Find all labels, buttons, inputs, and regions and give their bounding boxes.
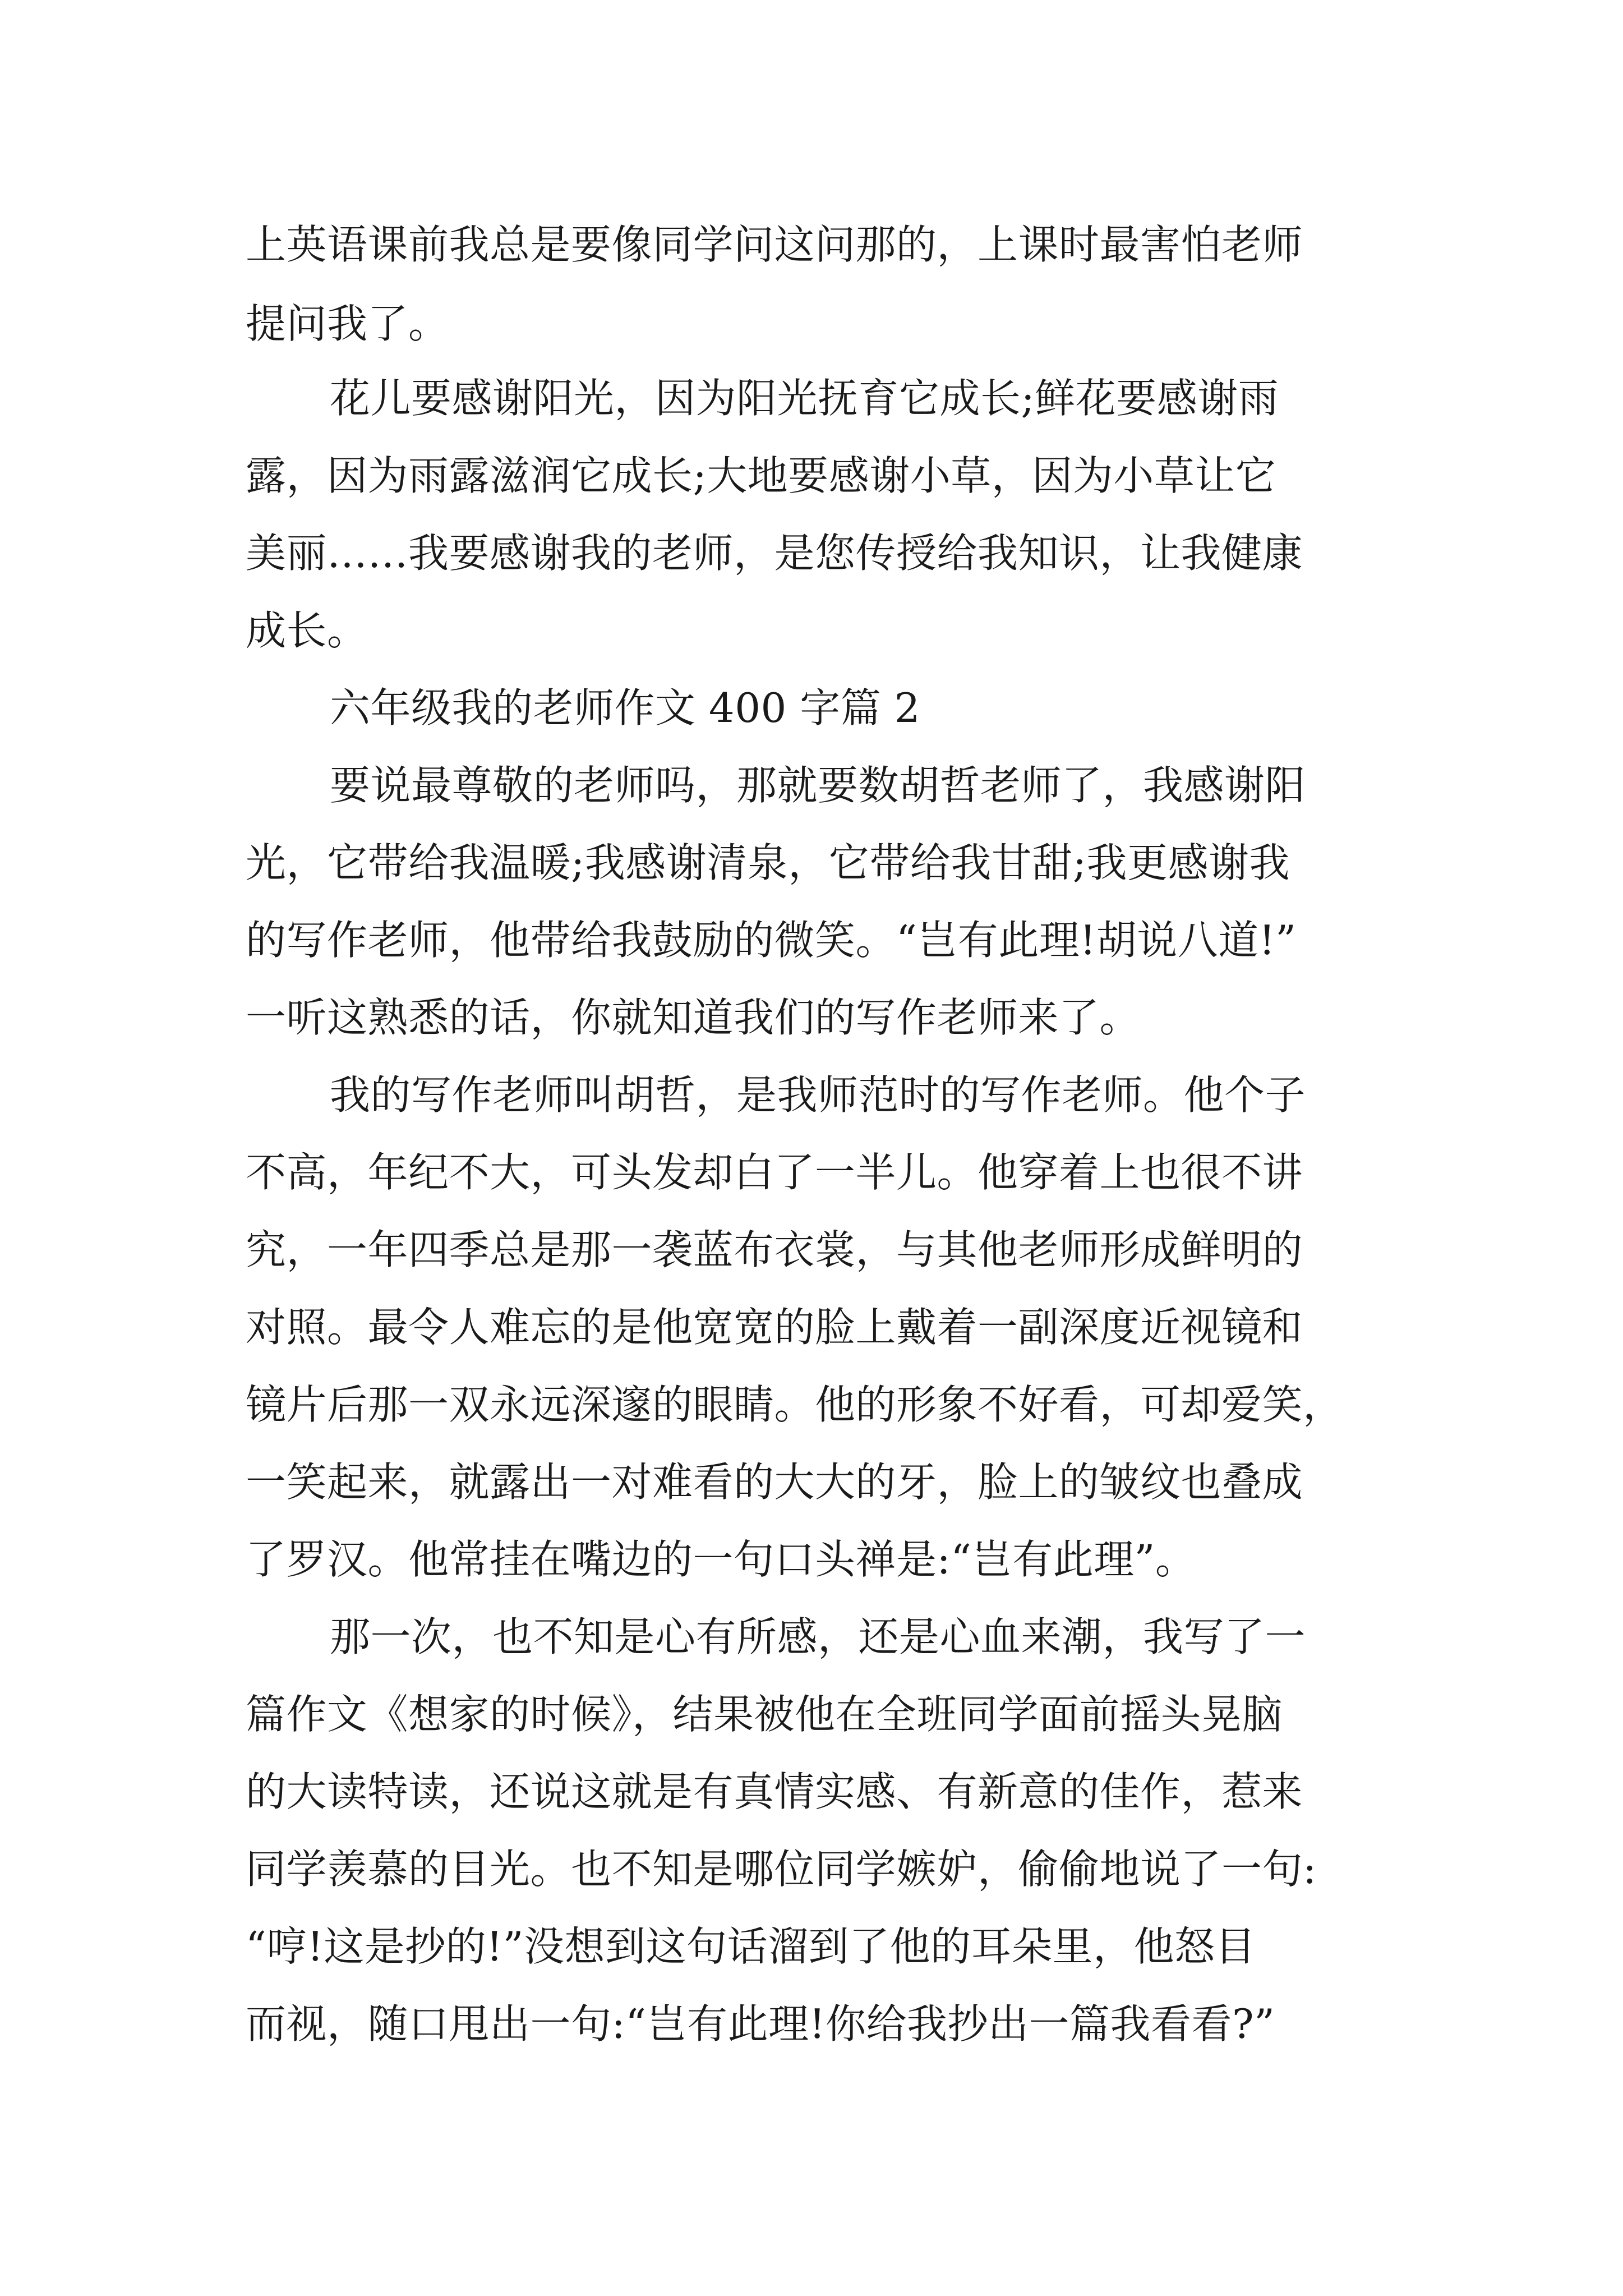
text-line: 成长。	[246, 607, 368, 654]
paragraph-line: 我的写作老师叫胡哲，是我师范时的写作老师。他个子	[330, 1071, 1306, 1119]
text-line: 了罗汉。他常挂在嘴边的一句口头禅是:“岂有此理”。	[246, 1536, 1196, 1583]
text-line: “哼!这是抄的!”没想到这句话溜到了他的耳朵里，他怒目	[246, 1923, 1256, 1970]
text-line: 的写作老师，他带给我鼓励的微笑。“岂有此理!胡说八道!”	[246, 917, 1297, 964]
paragraph-line: 要说最尊敬的老师吗，那就要数胡哲老师了，我感谢阳	[330, 762, 1306, 809]
text-line: 的大读特读，还说这就是有真情实感、有新意的佳作，惹来	[246, 1768, 1303, 1815]
text-line: 对照。最令人难忘的是他宽宽的脸上戴着一副深度近视镜和	[246, 1304, 1303, 1351]
paragraph-line: 花儿要感谢阳光，因为阳光抚育它成长;鲜花要感谢雨	[330, 375, 1279, 422]
text-line: 镜片后那一双永远深邃的眼睛。他的形象不好看，可却爱笑，	[246, 1381, 1344, 1428]
text-line: 究，一年四季总是那一袭蓝布衣裳，与其他老师形成鲜明的	[246, 1226, 1303, 1273]
text-line: 而视，随口甩出一句:“岂有此理!你给我抄出一篇我看看?”	[246, 2000, 1275, 2047]
text-line: 一听这熟悉的话，你就知道我们的写作老师来了。	[246, 994, 1141, 1041]
section-heading: 六年级我的老师作文 400 字篇 2	[330, 684, 920, 731]
text-line: 不高，年纪不大，可头发却白了一半儿。他穿着上也很不讲	[246, 1149, 1303, 1196]
text-line: 篇作文《想家的时候》，结果被他在全班同学面前摇头晃脑	[246, 1691, 1283, 1738]
text-line: 露，因为雨露滋润它成长;大地要感谢小草，因为小草让它	[246, 452, 1276, 499]
text-line: 提问我了。	[246, 300, 449, 347]
text-line: 光，它带给我温暖;我感谢清泉，它带给我甘甜;我更感谢我	[246, 839, 1290, 886]
text-line: 上英语课前我总是要像同学问这问那的，上课时最害怕老师	[246, 221, 1303, 268]
paragraph-line: 那一次，也不知是心有所感，还是心血来潮，我写了一	[330, 1613, 1306, 1660]
text-line: 同学羡慕的目光。也不知是哪位同学嫉妒，偷偷地说了一句:	[246, 1846, 1317, 1893]
text-line: 美丽……我要感谢我的老师，是您传授给我知识，让我健康	[246, 530, 1303, 577]
text-line: 一笑起来，就露出一对难看的大大的牙，脸上的皱纹也叠成	[246, 1458, 1303, 1506]
